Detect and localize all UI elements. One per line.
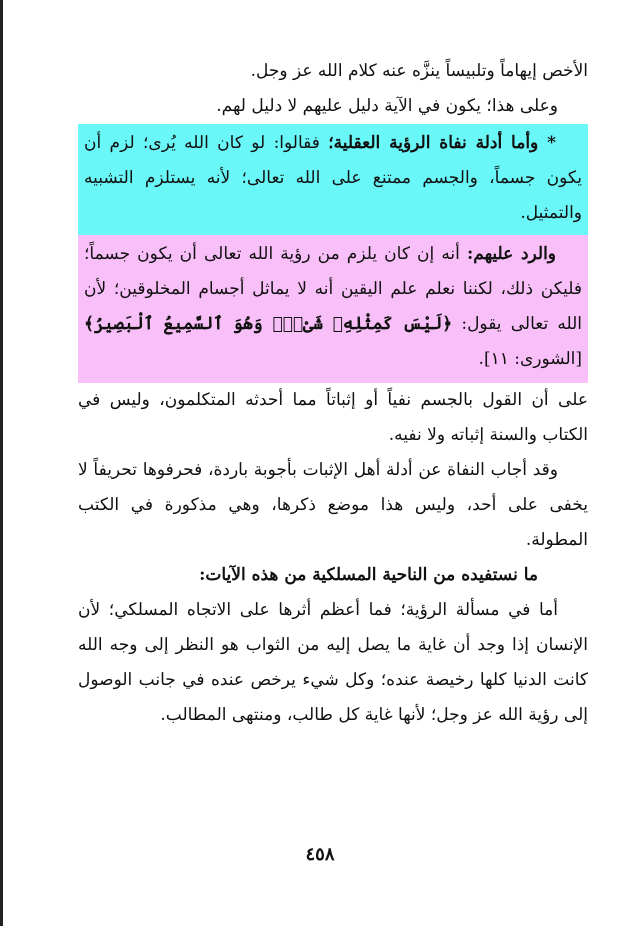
paragraph-text: فقالوا: لو كان الله يُرى؛ لزم أن يكون جسماً، والجسم ممتنع على الله تعالى؛ لأنه يستلزم التشبيه والتمثيل. <box>84 133 582 223</box>
paragraph-1: الأخص إيهاماً وتلبيساً ينزَّه عنه كلام الله عز وجل. <box>250 61 588 81</box>
section-heading: ما نستفيده من الناحية المسلكية من هذه الآيات: <box>199 565 538 585</box>
page-number: ٤٥٨ <box>305 844 335 865</box>
paragraph-lead: والرد عليهم: <box>467 244 557 264</box>
highlighted-paragraph-rebuttal <box>78 235 588 383</box>
paragraph-6: وقد أجاب النفاة عن أدلة أهل الإثبات بأجوبة باردة، فحرفوها تحريفاً لا يخفى على أحد، وليس هذا موضع ذكرها، وهي مذكورة في الكتب المطولة. <box>78 460 588 550</box>
paragraph-5: على أن القول بالجسم نفياً أو إثباتاً مما أحدثه المتكلمون، وليس في الكتاب والسنة إثباته ولا نفيه. <box>78 390 588 445</box>
highlighted-paragraph-rational-proofs <box>78 124 588 235</box>
paragraph-text: أنه إن كان يلزم من رؤية الله تعالى أن يكون جسماً؛ فليكن ذلك، لكننا نعلم علم اليقين أنه لا يماثل أجسام المخلوقين؛ لأن الله تعالى يقول: <box>84 244 582 334</box>
quran-verse: ﴿لَيْسَ كَمِثْلِهِۦ شَىْءٌۖ وَهُوَ ٱلسَّمِيعُ ٱلْبَصِيرُ﴾ <box>84 314 453 334</box>
page-edge-rule <box>0 0 3 926</box>
paragraph-lead: * وأما أدلة نفاة الرؤية العقلية؛ <box>328 133 556 153</box>
verse-reference: [الشورى: ١١]. <box>478 349 582 369</box>
page-body <box>78 54 588 733</box>
paragraph-8: أما في مسألة الرؤية؛ فما أعظم أثرها على الاتجاه المسلكي؛ لأن الإنسان إذا وجد أن غاية ما يصل إليه من الثواب هو النظر إلى وجه الله كانت الدنيا كلها رخيصة عنده؛ وكل شيء يرخص عنده في جانب الوصول إلى رؤية الله عز وجل؛ لأنها غاية كل طالب، ومنتهى المطالب. <box>78 600 588 725</box>
paragraph-2: وعلى هذا؛ يكون في الآية دليل عليهم لا دليل لهم. <box>216 96 558 116</box>
